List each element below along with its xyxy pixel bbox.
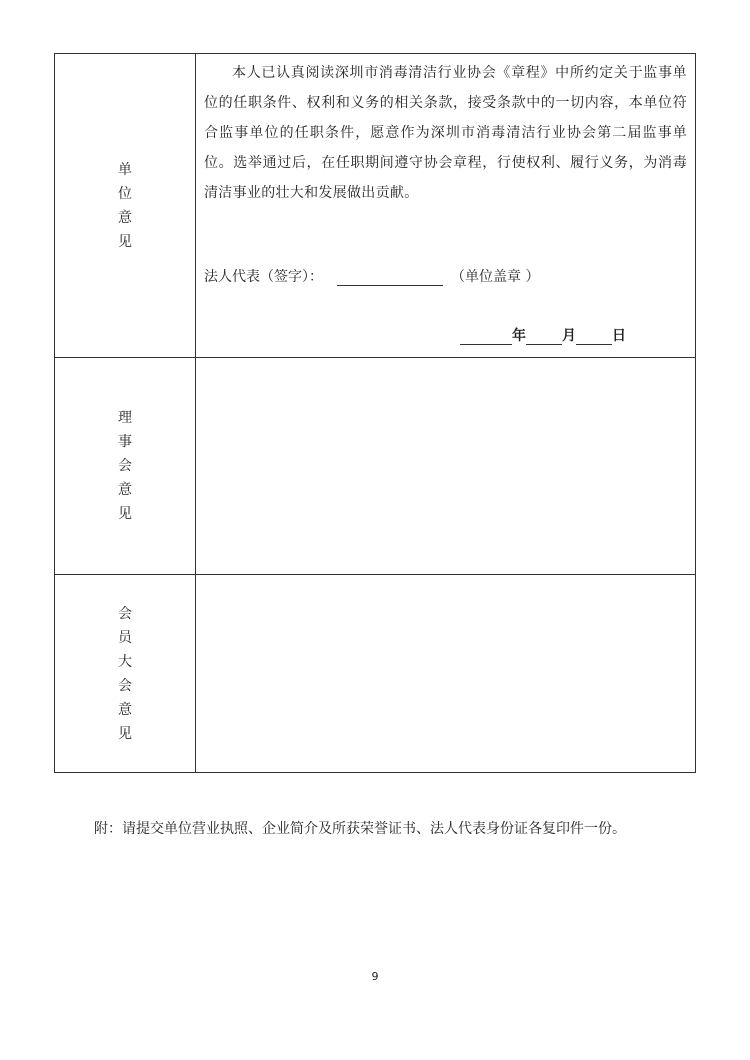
label-char: 大 xyxy=(118,653,132,670)
assembly-opinion-row xyxy=(55,575,696,773)
date-line xyxy=(460,325,626,345)
assembly-opinion-label-cell xyxy=(55,575,196,773)
signature-line xyxy=(204,266,539,286)
month-label: 月 xyxy=(562,328,576,344)
year-blank[interactable] xyxy=(460,328,512,345)
assembly-opinion-label xyxy=(118,602,132,746)
label-char: 意 xyxy=(118,701,132,718)
year-label: 年 xyxy=(512,328,526,344)
label-char: 位 xyxy=(118,185,132,202)
label-char: 意 xyxy=(118,209,132,226)
label-char: 见 xyxy=(118,233,132,250)
label-char: 会 xyxy=(118,605,132,622)
signature-label: 法人代表（签字）： xyxy=(204,269,323,285)
label-char: 事 xyxy=(118,434,132,450)
council-opinion-label xyxy=(118,406,132,526)
label-char: 员 xyxy=(118,629,132,646)
opinion-form-table xyxy=(54,53,696,773)
seal-label: （单位盖章 ） xyxy=(451,269,540,285)
assembly-opinion-content-cell[interactable] xyxy=(196,575,696,773)
label-char: 理 xyxy=(118,410,132,426)
label-char: 见 xyxy=(118,725,132,742)
day-label: 日 xyxy=(612,328,626,344)
unit-opinion-label-cell xyxy=(55,54,196,358)
unit-opinion-row xyxy=(55,54,696,358)
month-blank[interactable] xyxy=(526,328,562,345)
page-number: 9 xyxy=(371,970,379,983)
declaration-text: 本人已认真阅读深圳市消毒清洁行业协会《章程》中所约定关于监事单位的任职条件、权利和义务的相关条款，接受条款中的一切内容，本单位符合监事单位的任职条件，愿意作为深圳市消毒清洁行业协会第二届监事单位。选举通过后，在任职期间遵守协会章程，行使权利、履行义务，为消毒清洁事业的壮大和发展做出贡献。 xyxy=(204,65,687,201)
label-char: 见 xyxy=(118,506,132,522)
attachment-note: 附：请提交单位营业执照、企业简介及所获荣誉证书、法人代表身份证各复印件一份。 xyxy=(94,821,626,837)
council-opinion-label-cell xyxy=(55,358,196,575)
signature-blank[interactable] xyxy=(337,269,443,286)
unit-opinion-label xyxy=(118,158,132,254)
council-opinion-content-cell[interactable] xyxy=(196,358,696,575)
label-char: 会 xyxy=(118,677,132,694)
label-char: 会 xyxy=(118,458,132,474)
unit-opinion-content-cell xyxy=(196,54,696,358)
label-char: 意 xyxy=(118,482,132,498)
council-opinion-row xyxy=(55,358,696,575)
label-char: 单 xyxy=(118,161,132,178)
day-blank[interactable] xyxy=(576,328,612,345)
